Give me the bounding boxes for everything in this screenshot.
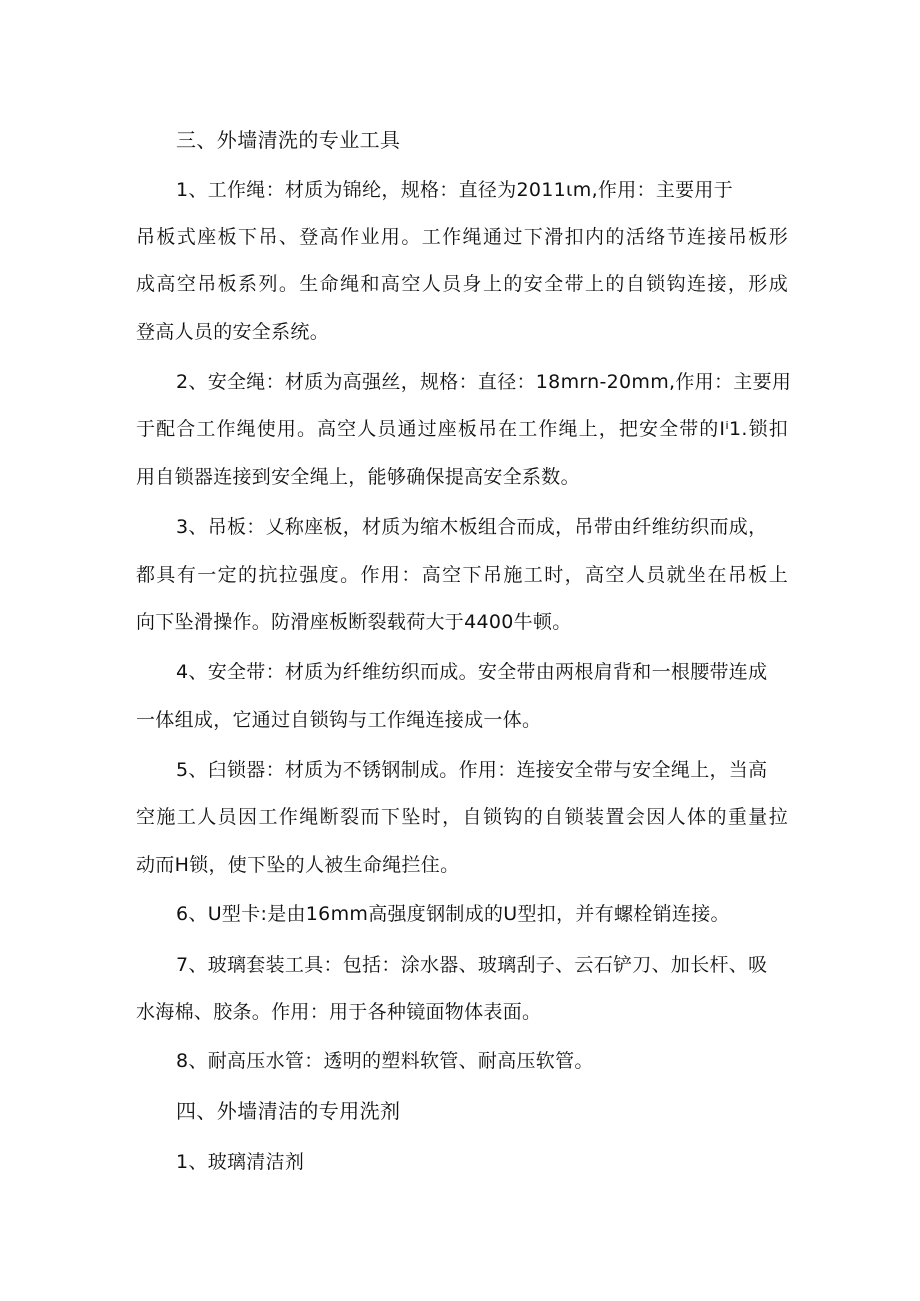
item-5-line-3: 动而H锁，使下坠的人被生命绳拦住。 — [136, 854, 460, 876]
item-1-line-4: 登高人员的安全系统。 — [136, 321, 330, 343]
item-5-line-1: 5、臼锁器：材质为不锈钢制成。作用：连接安全带与安全绳上，当高 — [176, 759, 768, 781]
item-1-line-1: 1、工作绳：材质为锦纶，规格：直径为2011ιm,作用：主要用于 — [176, 179, 734, 201]
item-8-line-1: 8、耐高压水管：透明的塑料软管、耐高压软管。 — [176, 1050, 594, 1072]
item-3-line-1: 3、吊板：乂称座板，材质为缩木板组合而成，吊带由纤维纺织而成， — [176, 516, 768, 538]
item-2-line-3: 用自锁器连接到安全绳上，能够确保提高安全系数。 — [136, 466, 580, 488]
item-6-line-1: 6、U型卡:是由16mm高强度钢制成的U型扣，并有螺栓销连接。 — [176, 903, 730, 925]
item-1-line-2: 吊板式座板下吊、登高作业用。工作绳通过下滑扣内的活络节连接吊板形 — [136, 226, 788, 248]
item-1-line-3: 成高空吊板系列。生命绳和高空人员身上的安全带上的自锁钩连接，形成 — [136, 273, 788, 295]
section-4-heading: 四、外墙清洁的专用洗剂 — [176, 1099, 401, 1123]
item-7-line-2: 水海棉、胶条。作用：用于各种镜面物体表面。 — [136, 1001, 542, 1023]
item-3-line-2: 都具有一定的抗拉强度。作用：高空下吊施工时，高空人员就坐在吊板上 — [136, 564, 788, 586]
item-2-line-2: 于配合工作绳使用。高空人员通过座板吊在工作绳上，把安全带的Iⁱ1.锁扣 — [136, 418, 788, 440]
section-3-heading: 三、外墙清洗的专业工具 — [176, 128, 401, 152]
item-4-line-1: 4、安全带：材质为纤维纺织而成。安全带由两根肩背和一根腰带连成 — [176, 661, 768, 683]
item-5-line-2: 空施工人员因工作绳断裂而下坠时，自锁钩的自锁装置会因人体的重量拉 — [136, 806, 788, 828]
section-4-item-1: 1、玻璃清洁剂 — [176, 1151, 305, 1173]
item-3-line-3: 向下坠滑操作。防滑座板断裂载荷大于4400牛顿。 — [136, 611, 572, 633]
item-2-line-1: 2、安全绳：材质为高强丝，规格：直径：18mrn-20mm,作用：主要用 — [176, 371, 792, 393]
item-7-line-1: 7、玻璃套装工具：包括：涂水器、玻璃刮子、云石铲刀、加长杆、吸 — [176, 954, 768, 976]
item-4-line-2: 一体组成，它通过自锁钩与工作绳连接成一体。 — [136, 709, 542, 731]
